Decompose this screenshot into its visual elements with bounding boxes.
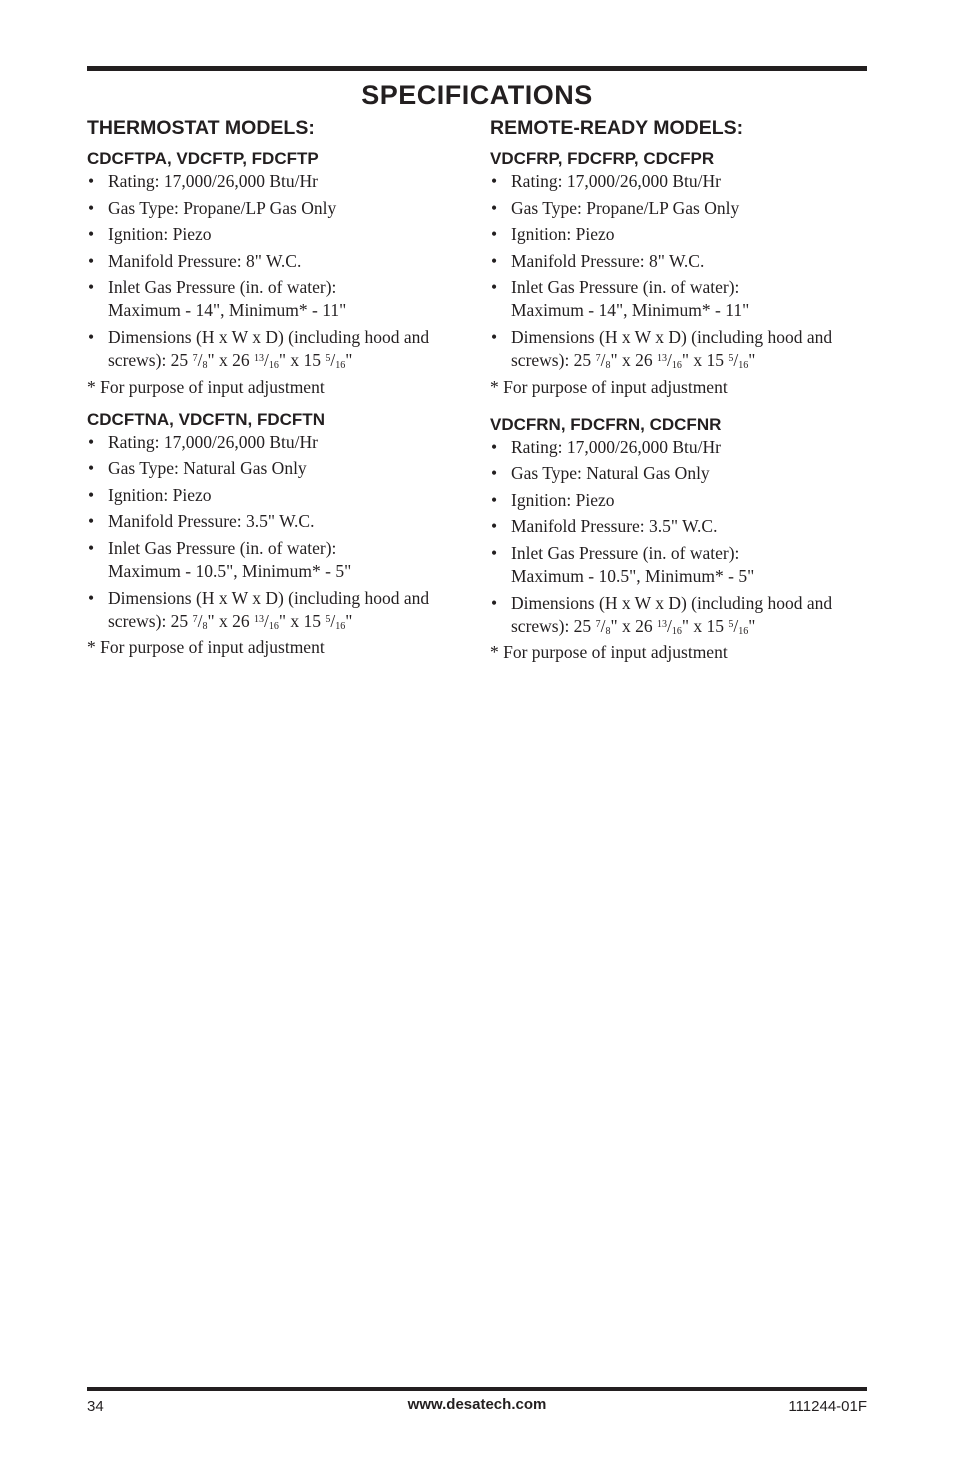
spec-list [490, 170, 870, 372]
spec-section [87, 409, 467, 660]
model-heading: VDCFRN, FDCFRN, CDCFNR [490, 414, 722, 434]
spec-gas-type: • Gas Type: Natural Gas Only [87, 457, 467, 480]
model-heading: CDCFTPA, VDCFTP, FDCFTP [87, 149, 319, 168]
spec-inlet-pressure [490, 542, 870, 588]
column-heading: REMOTE-READY MODELS: [490, 117, 744, 139]
spec-dimensions [87, 587, 467, 633]
spec-gas-type: • Gas Type: Propane/LP Gas Only [87, 197, 467, 220]
website-link[interactable]: www.desatech.com [407, 1396, 547, 1413]
spec-rating: • Rating: 17,000/26,000 Btu/Hr [490, 170, 870, 193]
page-footer [87, 1396, 867, 1418]
dimensions-values: screws): 25 $^7/_8$" x 26 $^{13}/_{16}$" x 15 $^5/_{16}$" [108, 349, 353, 371]
spec-dimensions [490, 592, 870, 638]
inlet-label: Inlet Gas Pressure (in. of water): [108, 537, 337, 558]
spec-ignition: • Ignition: Piezo [490, 489, 870, 512]
spec-ignition: • Ignition: Piezo [490, 223, 870, 246]
spec-dimensions [490, 326, 870, 372]
spec-manifold: • Manifold Pressure: 8" W.C. [490, 250, 870, 273]
page-number: 34 [87, 1398, 104, 1415]
dimensions-label: Dimensions (H x W x D) (including hood and [511, 592, 833, 613]
spec-section [490, 414, 870, 665]
footnote: * For purpose of input adjustment [87, 637, 325, 658]
spec-manifold: • Manifold Pressure: 8" W.C. [87, 250, 467, 273]
spec-list [490, 436, 870, 638]
dimensions-values: screws): 25 $^7/_8$" x 26 $^{13}/_{16}$" x 15 $^5/_{16}$" [511, 349, 756, 371]
spec-gas-type: • Gas Type: Propane/LP Gas Only [490, 197, 870, 220]
thermostat-models-column [87, 116, 467, 659]
spec-inlet-pressure [87, 276, 467, 322]
spec-section [87, 148, 467, 399]
spec-rating: • Rating: 17,000/26,000 Btu/Hr [87, 431, 467, 454]
column-heading: THERMOSTAT MODELS: [87, 117, 315, 139]
footnote: * For purpose of input adjustment [87, 376, 325, 397]
inlet-label: Inlet Gas Pressure (in. of water): [511, 277, 740, 298]
spec-list [87, 431, 467, 633]
inlet-label: Inlet Gas Pressure (in. of water): [108, 277, 337, 298]
spec-ignition: • Ignition: Piezo [87, 484, 467, 507]
model-heading: VDCFRP, FDCFRP, CDCFPR [490, 149, 715, 168]
spec-inlet-pressure [87, 537, 467, 583]
dimensions-values: screws): 25 $^7/_8$" x 26 $^{13}/_{16}$" x 15 $^5/_{16}$" [511, 615, 756, 637]
footnote: * For purpose of input adjustment [490, 376, 728, 397]
footnote: * For purpose of input adjustment [490, 642, 728, 663]
spec-rating: • Rating: 17,000/26,000 Btu/Hr [87, 170, 467, 193]
dimensions-label: Dimensions (H x W x D) (including hood and [511, 326, 833, 347]
dimensions-values: screws): 25 $^7/_8$" x 26 $^{13}/_{16}$" x 15 $^5/_{16}$" [108, 610, 353, 632]
inlet-values: Maximum - 14", Minimum* - 11" [108, 300, 347, 321]
spec-section [490, 148, 870, 399]
inlet-values: Maximum - 10.5", Minimum* - 5" [108, 560, 352, 581]
bottom-rule [87, 1387, 867, 1391]
spec-ignition: • Ignition: Piezo [87, 223, 467, 246]
document-code: 111244-01F [788, 1398, 867, 1415]
inlet-values: Maximum - 10.5", Minimum* - 5" [511, 565, 755, 586]
spec-inlet-pressure [490, 276, 870, 322]
spec-gas-type: • Gas Type: Natural Gas Only [490, 462, 870, 485]
dimensions-label: Dimensions (H x W x D) (including hood and [108, 587, 430, 608]
spec-manifold: • Manifold Pressure: 3.5" W.C. [87, 510, 467, 533]
spec-manifold: • Manifold Pressure: 3.5" W.C. [490, 515, 870, 538]
spec-list [87, 170, 467, 372]
page-title: SPECIFICATIONS [361, 80, 593, 110]
inlet-values: Maximum - 14", Minimum* - 11" [511, 300, 750, 321]
dimensions-label: Dimensions (H x W x D) (including hood and [108, 326, 430, 347]
model-heading: CDCFTNA, VDCFTN, FDCFTN [87, 409, 325, 429]
spec-rating: • Rating: 17,000/26,000 Btu/Hr [490, 436, 870, 459]
top-rule [87, 66, 867, 71]
spec-dimensions [87, 326, 467, 372]
remote-ready-models-column [490, 116, 870, 664]
inlet-label: Inlet Gas Pressure (in. of water): [511, 542, 740, 563]
